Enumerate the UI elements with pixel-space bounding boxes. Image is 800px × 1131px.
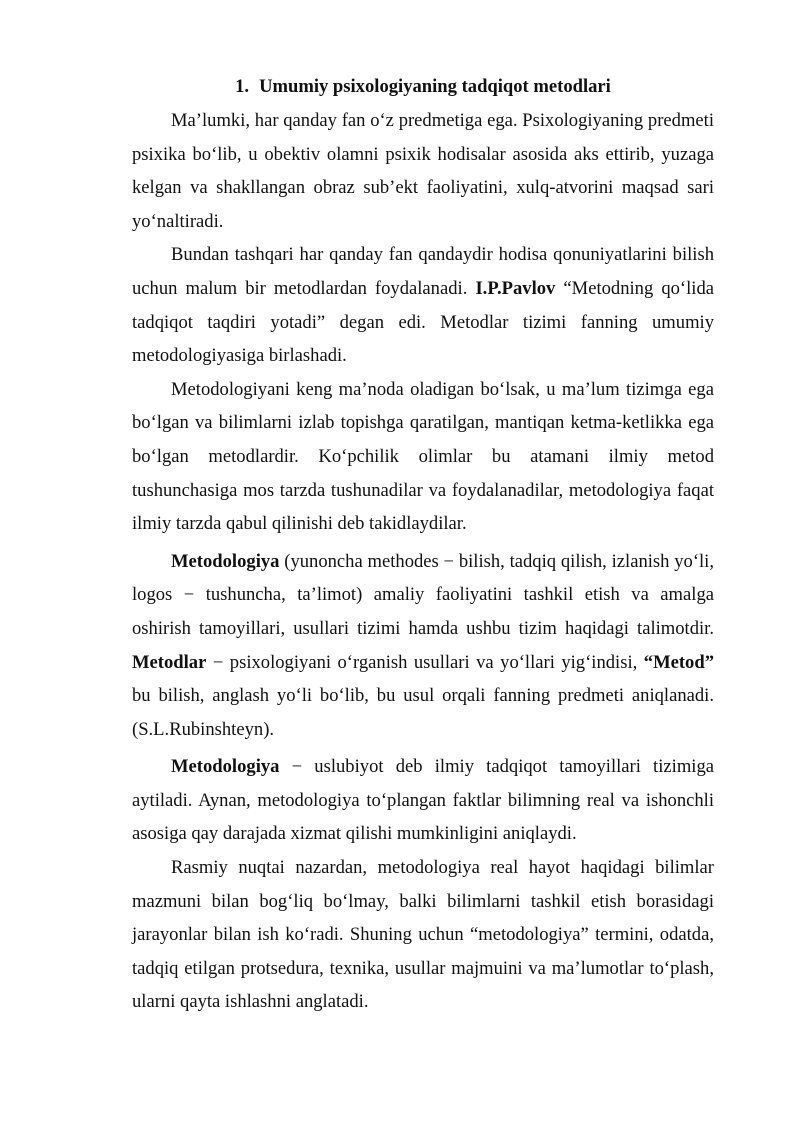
paragraph-4-text-c: bu bilish, anglash yo‘li bo‘lib, bu usul orqali fanning predmeti aniqlanadi. (S.L.Rubinshteyn). (132, 685, 714, 740)
section-number: 1. (235, 76, 250, 97)
document-page (132, 72, 714, 1019)
paragraph-4-text-a: (yunoncha methodes − bilish, tadqiq qilish, izlanish yo‘li, logos − tushuncha, ta’limot) amaliy faoliyatini tashkil etish va amalga oshirish tamoyillari, usullari tizimi hamda ushbu tizim haqidagi talimotdir. (132, 550, 714, 639)
term-metodlar: Metodlar (132, 651, 207, 673)
section-title: Umumiy psixologiyaning tadqiqot metodlari (259, 76, 611, 97)
section-heading (132, 72, 714, 102)
paragraph-4 (132, 545, 714, 747)
paragraph-6: Rasmiy nuqtai nazardan, metodologiya real hayot haqidagi bilimlar mazmuni bilan bog‘liq bo‘lmay, balki bilimlarni tashkil etish borasidagi jarayonlar bilan ish ko‘radi. Shuning uchun “metodologiya” termini, odatda, tadqiq etilgan protsedura, texnika, usullar majmuini va ma’lumotlar to‘plash, ularni qayta ishlashni anglatadi. (132, 857, 714, 1013)
paragraph-2-text-a: Bundan tashqari har qanday fan qandaydir hodisa qonuniyatlarini bilish uchun malum bir metodlardan foydalanadi. (132, 244, 714, 299)
paragraph-5-text: − uslubiyot deb ilmiy tadqiqot tamoyillari tizimiga aytiladi. Aynan, metodologiya to‘plangan faktlar bilimning real va ishonchli asosiga qay darajada xizmat qilishi mumkinligini aniqlaydi. (132, 756, 714, 845)
term-metodologiya-2: Metodologiya (171, 756, 280, 778)
term-metodologiya: Metodologiya (171, 550, 280, 572)
paragraph-2-text-b: “Metodning qo‘lida tadqiqot taqdiri yotadi” degan edi. Metodlar tizimi fanning umumiy metodologiyasiga birlashadi. (132, 277, 715, 367)
paragraph-2 (132, 238, 714, 372)
paragraph-3: Metodologiyani keng ma’noda oladigan bo‘lsak, u ma’lum tizimga ega bo‘lgan va bilimlarni izlab topishga qaratilgan, mantiqan ketma-ketlikka ega bo‘lgan metodlardir. Ko‘pchilik olimlar bu atamani ilmiy metod tushunchasiga mos tarzda tushunadilar va foydalanadilar, metodologiya faqat ilmiy tarzda qabul qilinishi deb takidlaydilar. (132, 378, 714, 535)
author-name: I.P.Pavlov (475, 277, 556, 299)
term-metod: “Metod” (643, 651, 714, 673)
paragraph-4-text-b: − psixologiyani o‘rganish usullari va yo‘llari yig‘indisi, (212, 651, 638, 673)
paragraph-5 (132, 750, 714, 851)
paragraph-1: Ma’lumki, har qanday fan o‘z predmetiga ega. Psixologiyaning predmeti psixika bo‘lib, u obektiv olamni psixik hodisalar asosida aks ettirib, yuzaga kelgan va shakllangan obraz sub’ekt faoliyatini, xulq-atvorini maqsad sari yo‘naltiradi. (132, 110, 714, 232)
